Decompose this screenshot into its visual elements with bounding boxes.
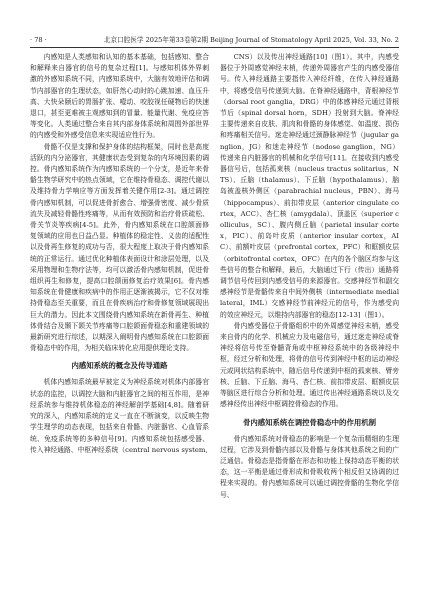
- mechanism-paragraph: 骨内感知系统对骨稳态的影响是一个复杂而精细的生理过程，它涉及到骨骼内部以及骨骼与身体其他系统之间的广泛通信。骨稳态是指骨骼在形态和功能上保持动态平衡的状态，这一平衡是通过骨形成和骨吸收两个相反但又协调的过程来实现的。骨内感知系统可以通过调控骨骼的生物化学信号、: [220, 434, 399, 499]
- right-column: [220, 52, 399, 501]
- section-heading-mechanism: 骨内感知系统在调控骨稳态中的作用机制: [242, 417, 377, 427]
- page-number: · 78 ·: [30, 36, 47, 44]
- pathway-paragraph-2: 骨内感受器位于骨骼组织中的外周感觉神经末梢，感受来自骨内的化学、机械应力及电磁信号，通过迷走神经或脊神经将信号传至脊髓背角或中枢神经系统中的各级神经中枢，经过分析和处理，将骨的信号传到神经中枢的运动神经元或网状结构系统中，随后信号传递到中枢的孤束核、臂旁核、丘脑、下丘脑、海马、杏仁核、前扣带皮层、眶额皮层等脑区进行综合分析和处理。通过传出神经通路系统以及交感神经传出神经中枢调控骨稳态的作用。: [220, 321, 399, 409]
- concept-paragraph: 机体内感知系统最早被定义为神经系统对机体内部器官状态的监控，以调控大脑和内脏器官之间的相互作用，是神经系统参与维持机体稳态的神经解剖学基础[4,8]。随着研究的深入，内感知系统的定义一直在不断演变，以反映生物学生理学的动态表现，包括来自骨骼、内脏器官、心血管系统、免疫系统等的多种信号[9]。内感知系统包括感受器、传入神经通路、中枢神经系统（central nervous system,: [30, 378, 209, 454]
- left-column: [30, 52, 209, 456]
- intro-paragraph-2: 骨骼不仅是支撑和保护身体的结构框架，同时也是高度活跃的内分泌器官，其健康状态受到复杂的内环境因素的调控。骨内感知系统作为内感知系统的一个分支，是近年来骨骼生物学研究中的热点领域，它在维持骨稳态、调控代谢以及维持骨力学响应等方面发挥着关键作用[2-3]。通过调控骨内感知机制，可以促进骨折愈合、增强骨密度、减少骨质流失及减轻骨骼性疼痛等，从而有效预防和治疗骨质疏松、骨关节炎等疾病[4-5]。此外，骨内感知系统在口腔颌面修复领域的应用也日益凸显。种植体的稳定性、义齿的适配性以及骨再生修复的成功与否，很大程度上取决于骨内感知系统的正常运行。通过优化种植体表面设计和涂层处理，以及采用物理和生物疗法等，均可以激活骨内感知机制，促进骨组织再生和修复，提高口腔颌面修复治疗效果[6]。骨内感知系统在骨健康和疾病中的作用正逐渐被揭示，它不仅对维持骨稳态至关重要，而且在骨疾病治疗和骨修复领域展现出巨大的潜力。因此本文围绕骨内感知系统在新骨再生、种植体骨结合及颞下颌关节疼痛等口腔颌面骨稳态和重建领域的最新研究进行综述，以期深入阐明骨内感知系统在口腔颌面骨稳态中的作用，为相关临床转化应用提供理论支持。: [30, 142, 209, 353]
- intro-paragraph-1: 内感知是人类感知和认知的基本基础，包括感知、整合和解释来自器官的信号的复杂过程[1]。与感知机体外界刺激的外感知系统不同，内感知系统中，大脑有效地评估和调节内部器官的生理状态，如肝然心动时的心跳加速、血压升高、大快朵颐后的胃肠扩张、噎动、咬胶视任硬物后的快速退口，甚至更难被主观感知到的冒量、能量代谢、免疫应答等变化。人类通过整合来自其内部身体系统和周围外部世界的内感受和外感受信息来实现适应性行为。: [30, 53, 209, 140]
- pathway-paragraph-1: CNS）以及传出神经通路[10]（图1）。其中，内感受器位于外周感觉神经末梢，传递外周器官产生的内感受器信号。传入神经通路主要指传入神经纤维，在传入神经通路中，将感受信号传递到大脑。在脊神经通路中，背根神经节（dorsal root ganglia，DRG）中的体感神经元通过背根节后（spinal dorsal horn，SDH）投射到大脑。脊神经主要传递来自皮肤、肌肉和骨骼的身体感觉、如温度、损伤和疼痛相关信号。迷走神经通过颈静脉神经节（jugular ganglion，JG）和迷走神经节（nodose ganglion，NG）传递来自内脏器官的机械和化学信号[11]。在接收到内感受器信号后，包括孤束核（nucleus tractus solitarius，NTS）、丘脑（thalamus）、下丘脑（hypothalamus）、脑岛被盖核外侧区（parabrachial nucleus，PBN）、海马（hippocampus）、前扣带皮层（anterior cingulate cortex，ACC）、杏仁核（amygdala）、顶盖区（superior colliculus，SC）、腹内侧丘脑（parietal insular cortex，PIC）、前岛叶皮质（anterior insular cortex，AIC）、前额叶皮层（prefrontal cortex，PFC）和眶额皮层（orbitofrontal cortex，OFC）在内的各个脑区均参与这些信号的整合和解释，最后，大脑通过下行（传出）通路将调节信号传回到内感受信号的来源器官。交感神经节和副交感神经节是骨骼传来自中间外侧核（intermediate medial lateral，IML）交感神经节前神经元的信号，作为感受向的效应神经元，以维持内部器官的稳态[12-13]（图1）。: [220, 53, 399, 319]
- header-rule: [30, 47, 399, 48]
- section-heading-concept: 内感知系统的概念及传导通路: [71, 361, 168, 371]
- journal-citation: 北京口腔医学 2025年第33卷第2期 Beijing Journal of Stomatology April 2025, Vol. 33, No. 2: [103, 36, 399, 44]
